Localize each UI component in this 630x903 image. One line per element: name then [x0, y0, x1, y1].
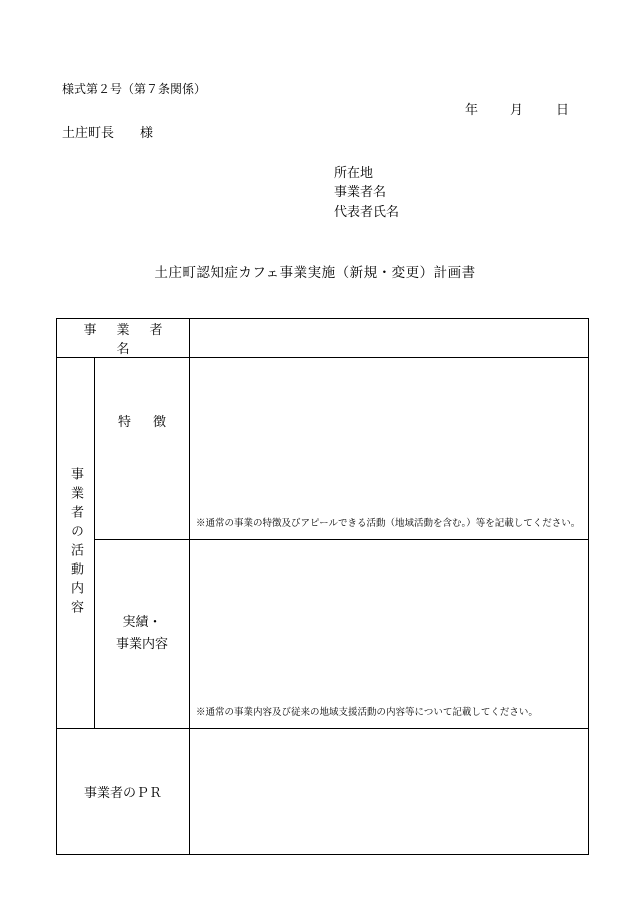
- pr-label: 事業者のＰＲ: [57, 729, 190, 855]
- business-name-label: 事業者名: [334, 185, 387, 200]
- results-label-line2: 事業内容: [116, 637, 169, 652]
- representative-label: 代表者氏名: [334, 205, 400, 220]
- results-label-line1: 実績・: [122, 615, 162, 630]
- date-day-label: 日: [556, 103, 570, 118]
- pr-field[interactable]: [190, 729, 589, 855]
- form-number: 様式第２号（第７条関係）: [62, 82, 207, 96]
- results-field[interactable]: [190, 540, 589, 729]
- feature-label-cell: [95, 358, 190, 540]
- business-name-field[interactable]: [190, 319, 589, 358]
- results-label-cell: [95, 540, 190, 729]
- date-month-label: 月: [510, 103, 524, 118]
- activities-label: 事業者の活動内容: [57, 358, 95, 729]
- feature-field[interactable]: [190, 358, 589, 540]
- business-name-cell-label: 事業者名: [57, 319, 190, 358]
- results-note: ※通常の事業内容及び従来の地域支援活動の内容等について記載してください。: [196, 707, 538, 718]
- document-title: 土庄町認知症カフェ事業実施（新規・変更）計画書: [154, 265, 476, 281]
- address-label: 所在地: [334, 166, 374, 181]
- feature-label: 特徴: [118, 415, 189, 430]
- feature-note: ※通常の事業の特徴及びアピールできる活動（地域活動を含む。）等を記載してください。: [196, 518, 581, 529]
- addressee: 土庄町長 様: [62, 126, 154, 141]
- plan-form-table: [56, 318, 589, 855]
- date-year-label: 年: [465, 103, 479, 118]
